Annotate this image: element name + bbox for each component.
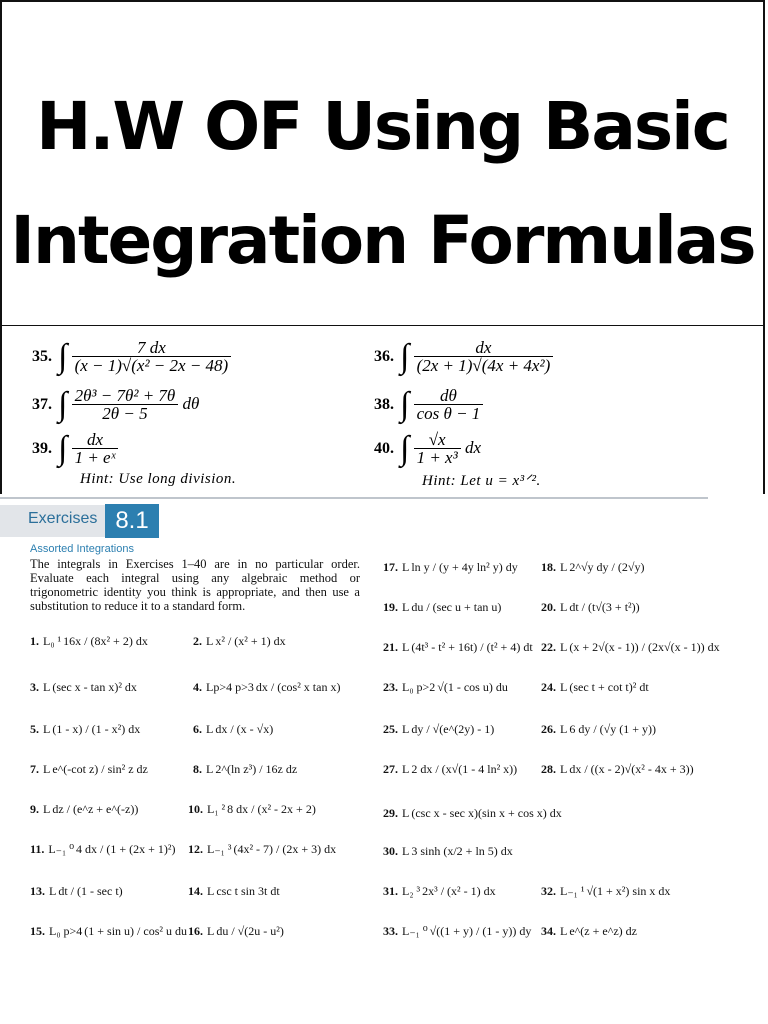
integrand: e^(z + e^z) dz xyxy=(569,924,637,938)
integral-limits: L xyxy=(560,640,568,654)
exercise-number: 19. xyxy=(383,600,398,614)
exercise-number: 18. xyxy=(541,560,556,574)
integral-limits: L xyxy=(43,762,51,776)
integral-limits: L xyxy=(402,640,410,654)
integrand: csc t sin 3t dt xyxy=(216,884,280,898)
integrand: ln y / (y + 4y ln² y) dy xyxy=(411,560,518,574)
integrand: 2 dx / (x√(1 - 4 ln² x)) xyxy=(411,762,518,776)
integral-limits: L₂ ³ xyxy=(402,884,421,898)
exercise-item xyxy=(383,844,513,858)
integral-limits: L₋₁ ⁰ xyxy=(48,842,75,856)
intro-paragraph: The integrals in Exercises 1–40 are in no particular order. Evaluate each integral using any algebraic method or trigonometric identity you think is appropriate, and then use a substitution to reduce it to a standard form. xyxy=(30,557,360,613)
integral-limits: L xyxy=(560,924,568,938)
exercise-item xyxy=(193,722,273,736)
integral-limits: L xyxy=(560,600,568,614)
exercise-item xyxy=(30,842,175,856)
exercise-number: 24. xyxy=(541,680,556,694)
integrand: dt / (1 - sec t) xyxy=(58,884,123,898)
integral-sign: ∫ xyxy=(400,430,410,467)
exercise-number: 31. xyxy=(383,884,398,898)
integrand: x² / (x² + 1) dx xyxy=(215,634,286,648)
exercise-36: 36. ∫ $\frac{dx}{\text{(2x + 1)√(4x + 4x²)}}$ xyxy=(374,338,553,376)
integral-limits: L₁ ² xyxy=(207,802,226,816)
exercise-number: 21. xyxy=(383,640,398,654)
exercise-item xyxy=(541,884,670,898)
integrand: √(1 + x²) sin x dx xyxy=(586,884,671,898)
integral-limits: L xyxy=(43,802,51,816)
exercise-number: 17. xyxy=(383,560,398,574)
exercise-item xyxy=(383,924,531,938)
integrand: dt / (t√(3 + t²)) xyxy=(569,600,640,614)
exercise-item xyxy=(383,806,562,820)
integrand: (1 - x) / (1 - x²) dx xyxy=(52,722,141,736)
integrand: (sec x - tan x)² dx xyxy=(52,680,137,694)
exercise-40: 40. ∫ $\frac{√x}{\text{1 + x³}}$ dx xyxy=(374,429,481,467)
integral-sign: ∫ xyxy=(400,338,410,375)
integrand: dy / √(e^(2y) - 1) xyxy=(411,722,495,736)
integral-limits: L xyxy=(43,680,51,694)
exercise-number: 4. xyxy=(193,680,202,694)
page-title xyxy=(2,70,763,298)
integrand: (4x² - 7) / (2x + 3) dx xyxy=(233,842,337,856)
title-line-2: Integration Formulas xyxy=(10,202,755,279)
integrand: 2^√y dy / (2√y) xyxy=(569,560,645,574)
fraction: $\frac{d\theta}{\text{cos θ − 1}}$ xyxy=(414,388,484,423)
exercise-number: 32. xyxy=(541,884,556,898)
integrand: dx / (x - √x) xyxy=(215,722,274,736)
integral-limits: L xyxy=(402,806,410,820)
exercise-number: 26. xyxy=(541,722,556,736)
integral-sign: ∫ xyxy=(58,386,68,423)
exercise-number: 10. xyxy=(188,802,203,816)
title-box xyxy=(0,0,765,326)
exercise-item xyxy=(193,762,297,776)
divider xyxy=(0,497,708,499)
exercise-item xyxy=(30,924,187,938)
exercise-item xyxy=(30,884,123,898)
integral-limits: L xyxy=(560,560,568,574)
exercise-item xyxy=(188,924,284,938)
integrand: dz / (e^z + e^(-z)) xyxy=(52,802,139,816)
integral-limits: L xyxy=(43,722,51,736)
exercise-number: 2. xyxy=(193,634,202,648)
exercise-number: 16. xyxy=(188,924,203,938)
integrand: 6 dy / (√y (1 + y)) xyxy=(569,722,657,736)
integrand: (csc x - sec x)(sin x + cos x) dx xyxy=(411,806,562,820)
integrand: dx / ((x - 2)√(x² - 4x + 3)) xyxy=(569,762,694,776)
exercise-item xyxy=(383,680,508,694)
integral-limits: L₀ ¹ xyxy=(43,634,62,648)
hint-long-division: Hint: Use long division. xyxy=(80,471,237,487)
exercise-number: 6. xyxy=(193,722,202,736)
integrand: e^(-cot z) / sin² z dz xyxy=(52,762,148,776)
integrand: (1 + sin u) / cos² u du xyxy=(84,924,187,938)
integrand: √(1 - cos u) du xyxy=(437,680,508,694)
exercise-35: 35. ∫ $\frac{7 dx}{\text{(x − 1)√(x² − 2x − 48)}}$ xyxy=(32,338,231,376)
fraction: $\frac{7 dx}{\text{(x − 1)√(x² − 2x − 48)}}$ xyxy=(72,340,232,375)
integral-limits: L xyxy=(402,722,410,736)
integral-limits: L₋₁ ⁰ xyxy=(402,924,428,938)
fraction: $\frac{dx}{\text{1 + eˣ}}$ xyxy=(72,432,119,467)
exercise-number: 1. xyxy=(30,634,39,648)
exercise-number: 29. xyxy=(383,806,398,820)
integral-limits: L xyxy=(560,762,568,776)
exercise-item xyxy=(30,802,138,816)
exercise-strip-35-40 xyxy=(0,326,765,494)
exercise-item xyxy=(541,722,656,736)
exercise-item xyxy=(188,802,316,816)
integral-limits: L xyxy=(207,924,215,938)
integral-limits: L₋₁ ¹ xyxy=(560,884,585,898)
integral-limits: L₀ p>4 xyxy=(49,924,83,938)
section-number-badge: 8.1 xyxy=(105,504,159,538)
integrand: 16x / (8x² + 2) dx xyxy=(63,634,148,648)
exercise-number: 8. xyxy=(193,762,202,776)
exercise-number: 15. xyxy=(30,924,45,938)
integrand: (4t³ - t² + 16t) / (t² + 4) dt xyxy=(411,640,533,654)
integral-limits: L xyxy=(402,600,410,614)
integral-limits: L xyxy=(206,722,214,736)
integral-limits: L xyxy=(206,634,214,648)
integrand: 2x³ / (x² - 1) dx xyxy=(422,884,496,898)
exercise-number: 20. xyxy=(541,600,556,614)
exercise-37: 37. ∫ $\frac{\text{2θ³ − 7θ² + 7θ}}{2\theta - 5}$ dθ xyxy=(32,385,200,423)
exercise-item xyxy=(193,634,286,648)
integral-limits: L xyxy=(402,844,410,858)
integrand: dx / (cos² x tan x) xyxy=(255,680,341,694)
hint-substitution: Hint: Let u = x³ᐟ². xyxy=(422,473,541,489)
exercise-number: 34. xyxy=(541,924,556,938)
exercise-number: 12. xyxy=(188,842,203,856)
title-line-1: H.W OF Using Basic xyxy=(36,88,729,165)
exercise-number: 13. xyxy=(30,884,45,898)
exercise-item xyxy=(541,560,644,574)
exercise-number: 33. xyxy=(383,924,398,938)
integral-limits: L xyxy=(402,762,410,776)
integrand: du / (sec u + tan u) xyxy=(411,600,502,614)
integrand: (x + 2√(x - 1)) / (2x√(x - 1)) dx xyxy=(569,640,720,654)
exercise-item xyxy=(541,924,637,938)
exercise-39: 39. ∫ $\frac{dx}{\text{1 + eˣ}}$ xyxy=(32,430,118,468)
exercise-number: 7. xyxy=(30,762,39,776)
exercise-item xyxy=(383,722,494,736)
integrand: du / √(2u - u²) xyxy=(216,924,284,938)
exercise-number: 3. xyxy=(30,680,39,694)
fraction: $\frac{√x}{\text{1 + x³}}$ xyxy=(414,432,461,467)
exercise-item xyxy=(188,884,280,898)
exercise-item xyxy=(541,600,640,614)
exercise-number: 28. xyxy=(541,762,556,776)
exercise-number: 30. xyxy=(383,844,398,858)
integral-limits: Lp>4 p>3 xyxy=(206,680,254,694)
integrand: 4 dx / (1 + (2x + 1)²) xyxy=(76,842,176,856)
exercise-item xyxy=(30,722,140,736)
exercise-item xyxy=(193,680,340,694)
integral-limits: L xyxy=(206,762,214,776)
integral-limits: L xyxy=(560,722,568,736)
fraction: $\frac{dx}{\text{(2x + 1)√(4x + 4x²)}}$ xyxy=(414,340,554,375)
fraction: $\frac{\text{2θ³ − 7θ² + 7θ}}{2\theta - 5}$ xyxy=(72,388,179,423)
integrand: 2^(ln z³) / 16z dz xyxy=(215,762,298,776)
exercise-38: 38. ∫ $\frac{d\theta}{\text{cos θ − 1}}$ xyxy=(374,386,483,424)
exercise-number: 22. xyxy=(541,640,556,654)
integrand: 8 dx / (x² - 2x + 2) xyxy=(227,802,316,816)
exercise-item xyxy=(188,842,336,856)
exercise-number: 9. xyxy=(30,802,39,816)
exercise-item xyxy=(541,680,649,694)
section-heading: Assorted Integrations xyxy=(30,543,134,555)
exercise-item xyxy=(383,762,517,776)
exercise-number: 11. xyxy=(30,842,45,856)
exercise-item xyxy=(30,634,148,648)
exercise-item xyxy=(541,762,694,776)
exercises-label: Exercises xyxy=(28,510,98,527)
exercise-item xyxy=(541,640,720,654)
exercise-number: 27. xyxy=(383,762,398,776)
exercise-number: 5. xyxy=(30,722,39,736)
integrand: √((1 + y) / (1 - y)) dy xyxy=(429,924,532,938)
exercise-item xyxy=(383,560,518,574)
exercise-number: 23. xyxy=(383,680,398,694)
integral-limits: L₋₁ ³ xyxy=(207,842,232,856)
integral-limits: L₀ p>2 xyxy=(402,680,436,694)
integral-sign: ∫ xyxy=(58,430,68,467)
integrand: (sec t + cot t)² dt xyxy=(569,680,649,694)
integral-limits: L xyxy=(560,680,568,694)
exercise-number: 25. xyxy=(383,722,398,736)
exercise-item xyxy=(30,680,137,694)
integral-sign: ∫ xyxy=(400,386,410,423)
integral-sign: ∫ xyxy=(58,338,68,375)
exercise-number: 14. xyxy=(188,884,203,898)
integral-limits: L xyxy=(49,884,57,898)
integrand: 3 sinh (x/2 + ln 5) dx xyxy=(411,844,513,858)
integral-limits: L xyxy=(207,884,215,898)
integral-limits: L xyxy=(402,560,410,574)
exercise-item xyxy=(383,640,533,654)
exercise-item xyxy=(383,884,496,898)
exercise-item xyxy=(383,600,501,614)
exercise-item xyxy=(30,762,148,776)
